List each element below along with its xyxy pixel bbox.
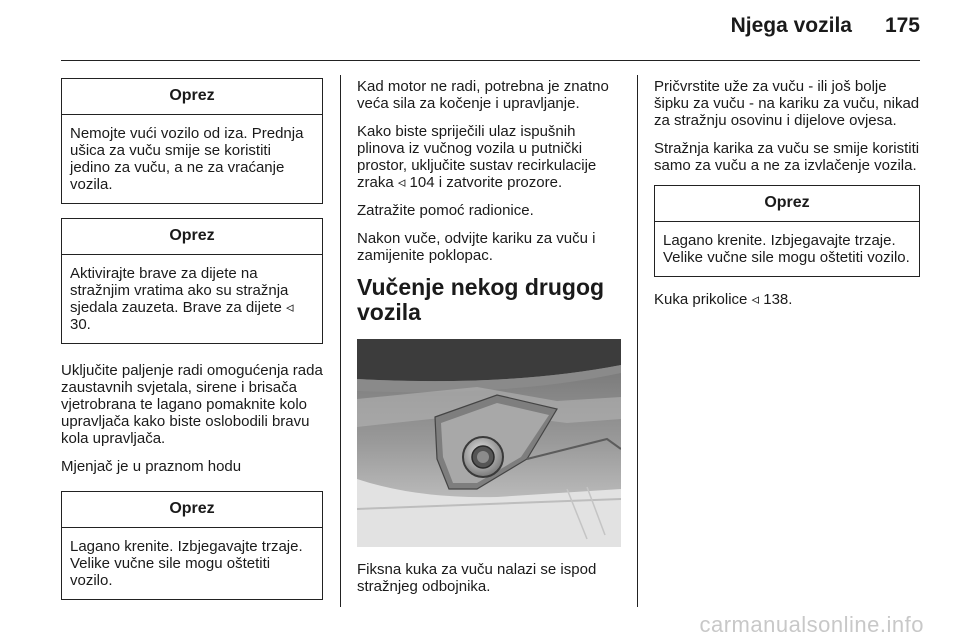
page-header-title: Njega vozila [730, 14, 852, 37]
body-paragraph: Zatražite pomoć radionice. [357, 202, 534, 219]
body-paragraph: Kako biste spriječili ulaz ispušnih plinova iz vučnog vozila u putnički prostor, uključite sustav recirkulacije zraka ◃ 104 i zatvorite prozore. [357, 123, 597, 191]
column-right [654, 78, 920, 319]
caution-heading: Oprez [62, 79, 322, 115]
caution-box [61, 218, 323, 344]
column-left [61, 78, 323, 614]
body-paragraph: Pričvrstite uže za vuču - ili još bolje šipku za vuču - na kariku za vuču, nikad za stražnju osovinu i dijelove ovjesa. [654, 78, 920, 129]
caution-heading: Oprez [62, 492, 322, 528]
body-paragraph: Nakon vuče, odvijte kariku za vuču i zamijenite poklopac. [357, 230, 596, 264]
section-heading: Vučenje nekog drugog vozila [357, 274, 605, 325]
body-paragraph: Kuka prikolice ◃ 138. [654, 291, 793, 308]
caution-heading: Oprez [62, 219, 322, 255]
caution-box [61, 78, 323, 204]
caution-text: Lagano krenite. Izbjegavajte trzaje. Velike vučne sile mogu oštetiti vozilo. [663, 232, 910, 266]
column-middle [357, 78, 621, 606]
tow-hook-illustration [357, 339, 621, 547]
caution-text: Nemojte vući vozilo od iza. Prednja ušica za vuču smije se koristiti jedino za vuču, a ne za vraćanje vozila. [70, 125, 304, 193]
caution-text: Lagano krenite. Izbjegavajte trzaje. Velike vučne sile mogu oštetiti vozilo. [70, 538, 303, 589]
caution-heading: Oprez [655, 186, 919, 222]
page-number: 175 [884, 14, 920, 37]
caution-box [654, 185, 920, 277]
header-rule [61, 60, 920, 61]
body-paragraph: Stražnja karika za vuču se smije koristiti samo za vuču a ne za izvlačenje vozila. [654, 140, 920, 174]
body-paragraph: Uključite paljenje radi omogućenja rada zaustavnih svjetala, sirene i brisača vjetrobrana te lagano pomaknite kolo upravljača kako biste oslobodili bravu kola upravljača. [61, 362, 323, 447]
body-paragraph: Kad motor ne radi, potrebna je znatno veća sila za kočenje i upravljanje. [357, 78, 609, 112]
illustration-caption: Fiksna kuka za vuču nalazi se ispod stražnjeg odbojnika. [357, 561, 597, 595]
watermark: carmanualsonline.info [699, 612, 924, 637]
caution-text: Aktivirajte brave za dijete na stražnjim vratima ako su stražnja sjedala zauzeta. Brave za dijete ◃ 30. [70, 265, 294, 333]
caution-box [61, 491, 323, 600]
body-paragraph: Mjenjač je u praznom hodu [61, 458, 242, 475]
column-divider-2 [637, 75, 638, 607]
column-divider-1 [340, 75, 341, 607]
